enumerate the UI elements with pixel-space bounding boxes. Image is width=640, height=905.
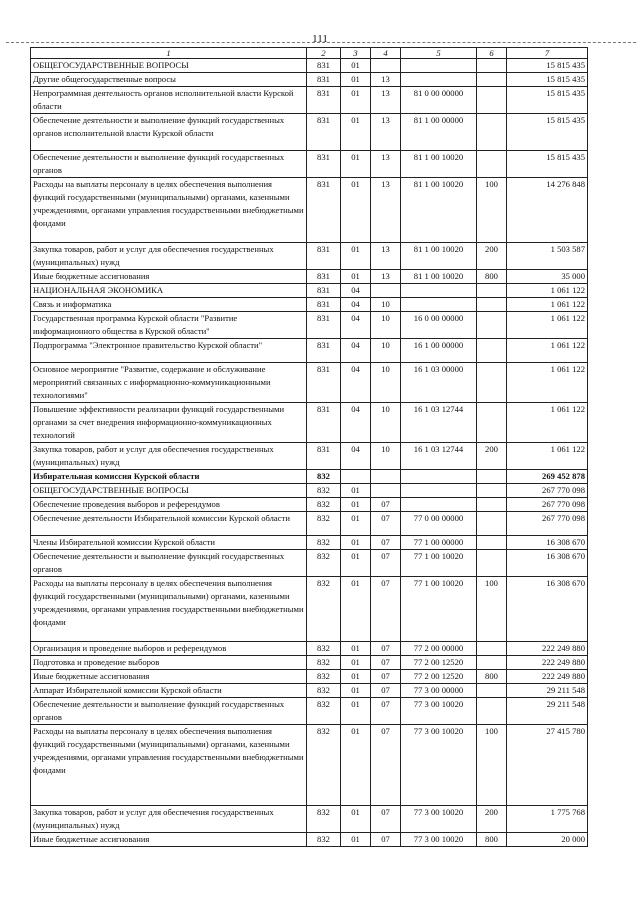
target-article-code xyxy=(401,73,477,87)
amount: 1 061 122 xyxy=(507,339,588,363)
subsection-code xyxy=(371,284,401,298)
table-row xyxy=(31,270,588,284)
target-article-code: 77 3 00 00000 xyxy=(401,684,477,698)
row-name: Обеспечение деятельности и выполнение функций государственных органов исполнительной власти Курской области xyxy=(31,114,307,151)
table-row xyxy=(31,312,588,339)
row-name: Организация и проведение выборов и референдумов xyxy=(31,642,307,656)
grbs-code: 831 xyxy=(307,114,341,151)
section-code: 01 xyxy=(341,73,371,87)
section-code: 01 xyxy=(341,498,371,512)
subsection-code xyxy=(371,484,401,498)
amount: 15 815 435 xyxy=(507,114,588,151)
table-row xyxy=(31,114,588,151)
expense-type-code xyxy=(477,403,507,443)
section-code: 04 xyxy=(341,312,371,339)
expense-type-code xyxy=(477,59,507,73)
expense-type-code xyxy=(477,73,507,87)
row-name: Расходы на выплаты персоналу в целях обеспечения выполнения функций государственными (муниципальными) органами, казенными учреждениями, органами управления государственными внебюджетными фондами xyxy=(31,725,307,806)
section-code: 01 xyxy=(341,698,371,725)
subsection-code: 10 xyxy=(371,312,401,339)
amount: 15 815 435 xyxy=(507,87,588,114)
amount: 16 308 670 xyxy=(507,550,588,577)
amount: 1 775 768 xyxy=(507,806,588,833)
target-article-code: 81 1 00 10020 xyxy=(401,178,477,243)
table-row xyxy=(31,498,588,512)
grbs-code: 832 xyxy=(307,656,341,670)
target-article-code: 81 1 00 00000 xyxy=(401,114,477,151)
row-name: Аппарат Избирательной комиссии Курской области xyxy=(31,684,307,698)
row-name: Непрограммная деятельность органов исполнительной власти Курской области xyxy=(31,87,307,114)
expense-type-code: 200 xyxy=(477,243,507,270)
section-code: 01 xyxy=(341,833,371,847)
grbs-code: 832 xyxy=(307,642,341,656)
expense-type-code: 100 xyxy=(477,725,507,806)
row-name: Расходы на выплаты персоналу в целях обеспечения выполнения функций государственными (муниципальными) органами, казенными учреждениями, органами управления государственными внебюджетными фондами xyxy=(31,178,307,243)
section-code: 01 xyxy=(341,670,371,684)
target-article-code: 77 2 00 00000 xyxy=(401,642,477,656)
table-row xyxy=(31,363,588,403)
subsection-code: 07 xyxy=(371,725,401,806)
target-article-code xyxy=(401,498,477,512)
expense-type-code: 800 xyxy=(477,833,507,847)
grbs-code: 831 xyxy=(307,312,341,339)
row-name: Обеспечение деятельности и выполнение функций государственных органов xyxy=(31,698,307,725)
section-code: 04 xyxy=(341,298,371,312)
grbs-code: 832 xyxy=(307,577,341,642)
table-row xyxy=(31,178,588,243)
section-code: 04 xyxy=(341,339,371,363)
grbs-code: 831 xyxy=(307,243,341,270)
table-row xyxy=(31,550,588,577)
grbs-code: 831 xyxy=(307,363,341,403)
subsection-code: 07 xyxy=(371,498,401,512)
expense-type-code xyxy=(477,298,507,312)
column-number: 6 xyxy=(477,48,507,59)
target-article-code xyxy=(401,484,477,498)
grbs-code: 832 xyxy=(307,698,341,725)
table-row xyxy=(31,87,588,114)
expense-type-code xyxy=(477,512,507,536)
row-name: Подготовка и проведение выборов xyxy=(31,656,307,670)
expense-type-code xyxy=(477,550,507,577)
section-code: 04 xyxy=(341,403,371,443)
grbs-code: 831 xyxy=(307,298,341,312)
table-row xyxy=(31,470,588,484)
amount: 16 308 670 xyxy=(507,577,588,642)
amount: 222 249 880 xyxy=(507,656,588,670)
table-row xyxy=(31,443,588,470)
amount: 267 770 098 xyxy=(507,484,588,498)
amount: 1 503 587 xyxy=(507,243,588,270)
amount: 15 815 435 xyxy=(507,59,588,73)
row-name: ОБЩЕГОСУДАРСТВЕННЫЕ ВОПРОСЫ xyxy=(31,484,307,498)
column-number: 4 xyxy=(371,48,401,59)
row-name: Избирательная комиссия Курской области xyxy=(31,470,307,484)
subsection-code: 13 xyxy=(371,73,401,87)
amount: 269 452 878 xyxy=(507,470,588,484)
amount: 1 061 122 xyxy=(507,443,588,470)
amount: 29 211 548 xyxy=(507,698,588,725)
target-article-code: 77 0 00 00000 xyxy=(401,512,477,536)
target-article-code: 16 1 03 12744 xyxy=(401,443,477,470)
target-article-code: 77 3 00 10020 xyxy=(401,698,477,725)
expense-type-code: 200 xyxy=(477,443,507,470)
grbs-code: 831 xyxy=(307,284,341,298)
grbs-code: 831 xyxy=(307,403,341,443)
row-name: Государственная программа Курской области "Развитие информационного общества в Курской области" xyxy=(31,312,307,339)
grbs-code: 832 xyxy=(307,833,341,847)
expense-type-code xyxy=(477,656,507,670)
table-body xyxy=(31,59,588,847)
target-article-code: 77 3 00 10020 xyxy=(401,806,477,833)
row-name: ОБЩЕГОСУДАРСТВЕННЫЕ ВОПРОСЫ xyxy=(31,59,307,73)
row-name: Закупка товаров, работ и услуг для обеспечения государственных (муниципальных) нужд xyxy=(31,443,307,470)
subsection-code: 07 xyxy=(371,642,401,656)
target-article-code xyxy=(401,59,477,73)
grbs-code: 831 xyxy=(307,270,341,284)
target-article-code: 77 2 00 12520 xyxy=(401,656,477,670)
table-row xyxy=(31,284,588,298)
grbs-code: 832 xyxy=(307,512,341,536)
expense-type-code xyxy=(477,312,507,339)
target-article-code: 77 3 00 10020 xyxy=(401,725,477,806)
table-row xyxy=(31,403,588,443)
target-article-code: 81 1 00 10020 xyxy=(401,243,477,270)
subsection-code: 07 xyxy=(371,833,401,847)
target-article-code: 77 1 00 10020 xyxy=(401,577,477,642)
amount: 20 000 xyxy=(507,833,588,847)
section-code: 04 xyxy=(341,443,371,470)
target-article-code: 81 0 00 00000 xyxy=(401,87,477,114)
target-article-code: 16 0 00 00000 xyxy=(401,312,477,339)
expense-type-code xyxy=(477,536,507,550)
subsection-code: 10 xyxy=(371,298,401,312)
grbs-code: 831 xyxy=(307,59,341,73)
expense-type-code xyxy=(477,642,507,656)
page-number: 111 xyxy=(312,33,328,45)
row-name: Другие общегосударственные вопросы xyxy=(31,73,307,87)
row-name: Иные бюджетные ассигнования xyxy=(31,270,307,284)
section-code: 01 xyxy=(341,512,371,536)
column-number: 5 xyxy=(401,48,477,59)
subsection-code: 10 xyxy=(371,363,401,403)
row-name: Обеспечение деятельности Избирательной комиссии Курской области xyxy=(31,512,307,536)
row-name: Иные бюджетные ассигнования xyxy=(31,670,307,684)
expense-type-code xyxy=(477,498,507,512)
section-code: 01 xyxy=(341,577,371,642)
target-article-code xyxy=(401,284,477,298)
grbs-code: 832 xyxy=(307,725,341,806)
row-name: Иные бюджетные ассигнования xyxy=(31,833,307,847)
section-code: 01 xyxy=(341,178,371,243)
column-number: 3 xyxy=(341,48,371,59)
table-row xyxy=(31,536,588,550)
section-code: 01 xyxy=(341,243,371,270)
expense-type-code xyxy=(477,339,507,363)
expense-type-code xyxy=(477,684,507,698)
section-code: 01 xyxy=(341,484,371,498)
header-divider xyxy=(6,42,636,43)
subsection-code: 07 xyxy=(371,577,401,642)
amount: 27 415 780 xyxy=(507,725,588,806)
target-article-code: 81 1 00 10020 xyxy=(401,270,477,284)
section-code: 01 xyxy=(341,642,371,656)
subsection-code: 10 xyxy=(371,443,401,470)
section-code: 01 xyxy=(341,806,371,833)
subsection-code xyxy=(371,59,401,73)
subsection-code: 07 xyxy=(371,512,401,536)
row-name: Расходы на выплаты персоналу в целях обеспечения выполнения функций государственными (муниципальными) органами, казенными учреждениями, органами управления государственными внебюджетными фондами xyxy=(31,577,307,642)
expense-type-code xyxy=(477,114,507,151)
grbs-code: 832 xyxy=(307,498,341,512)
amount: 222 249 880 xyxy=(507,642,588,656)
subsection-code: 07 xyxy=(371,656,401,670)
target-article-code: 77 2 00 12520 xyxy=(401,670,477,684)
expense-type-code: 100 xyxy=(477,577,507,642)
amount: 15 815 435 xyxy=(507,73,588,87)
table-row xyxy=(31,656,588,670)
amount: 267 770 098 xyxy=(507,498,588,512)
expense-type-code: 800 xyxy=(477,670,507,684)
section-code: 01 xyxy=(341,114,371,151)
target-article-code xyxy=(401,298,477,312)
column-number: 7 xyxy=(507,48,588,59)
amount: 1 061 122 xyxy=(507,298,588,312)
table-row xyxy=(31,670,588,684)
table-row xyxy=(31,833,588,847)
grbs-code: 832 xyxy=(307,550,341,577)
section-code: 01 xyxy=(341,725,371,806)
grbs-code: 832 xyxy=(307,670,341,684)
row-name: Подпрограмма "Электронное правительство Курской области" xyxy=(31,339,307,363)
target-article-code: 16 1 00 00000 xyxy=(401,339,477,363)
grbs-code: 831 xyxy=(307,151,341,178)
subsection-code: 13 xyxy=(371,114,401,151)
amount: 16 308 670 xyxy=(507,536,588,550)
expense-type-code: 800 xyxy=(477,270,507,284)
section-code: 01 xyxy=(341,550,371,577)
subsection-code: 13 xyxy=(371,270,401,284)
grbs-code: 831 xyxy=(307,73,341,87)
row-name: Закупка товаров, работ и услуг для обеспечения государственных (муниципальных) нужд xyxy=(31,806,307,833)
amount: 29 211 548 xyxy=(507,684,588,698)
expense-type-code: 100 xyxy=(477,178,507,243)
expense-type-code xyxy=(477,151,507,178)
subsection-code xyxy=(371,470,401,484)
subsection-code: 13 xyxy=(371,243,401,270)
target-article-code: 77 1 00 10020 xyxy=(401,550,477,577)
amount: 14 276 848 xyxy=(507,178,588,243)
target-article-code: 16 1 03 12744 xyxy=(401,403,477,443)
table-row xyxy=(31,698,588,725)
expense-type-code xyxy=(477,363,507,403)
table-row xyxy=(31,512,588,536)
target-article-code: 81 1 00 10020 xyxy=(401,151,477,178)
section-code: 01 xyxy=(341,151,371,178)
table-row xyxy=(31,806,588,833)
budget-table xyxy=(30,47,588,847)
section-code: 01 xyxy=(341,684,371,698)
subsection-code: 07 xyxy=(371,550,401,577)
amount: 1 061 122 xyxy=(507,284,588,298)
amount: 267 770 098 xyxy=(507,512,588,536)
grbs-code: 832 xyxy=(307,484,341,498)
subsection-code: 07 xyxy=(371,684,401,698)
row-name: НАЦИОНАЛЬНАЯ ЭКОНОМИКА xyxy=(31,284,307,298)
target-article-code: 77 3 00 10020 xyxy=(401,833,477,847)
expense-type-code xyxy=(477,698,507,725)
table-row xyxy=(31,59,588,73)
row-name: Обеспечение проведения выборов и референдумов xyxy=(31,498,307,512)
row-name: Закупка товаров, работ и услуг для обеспечения государственных (муниципальных) нужд xyxy=(31,243,307,270)
subsection-code: 07 xyxy=(371,536,401,550)
row-name: Обеспечение деятельности и выполнение функций государственных органов xyxy=(31,151,307,178)
section-code: 04 xyxy=(341,284,371,298)
target-article-code: 16 1 03 00000 xyxy=(401,363,477,403)
amount: 15 815 435 xyxy=(507,151,588,178)
section-code: 04 xyxy=(341,363,371,403)
amount: 1 061 122 xyxy=(507,312,588,339)
grbs-code: 831 xyxy=(307,339,341,363)
subsection-code: 07 xyxy=(371,806,401,833)
target-article-code: 77 1 00 00000 xyxy=(401,536,477,550)
row-name: Обеспечение деятельности и выполнение функций государственных органов xyxy=(31,550,307,577)
amount: 222 249 880 xyxy=(507,670,588,684)
amount: 1 061 122 xyxy=(507,403,588,443)
row-name: Члены Избирательной комиссии Курской области xyxy=(31,536,307,550)
subsection-code: 07 xyxy=(371,698,401,725)
subsection-code: 13 xyxy=(371,178,401,243)
table-row xyxy=(31,577,588,642)
expense-type-code xyxy=(477,484,507,498)
table-row xyxy=(31,339,588,363)
amount: 1 061 122 xyxy=(507,363,588,403)
table-row xyxy=(31,684,588,698)
table-row xyxy=(31,73,588,87)
subsection-code: 10 xyxy=(371,403,401,443)
row-name: Связь и информатика xyxy=(31,298,307,312)
subsection-code: 13 xyxy=(371,151,401,178)
expense-type-code xyxy=(477,470,507,484)
column-number-row xyxy=(31,48,588,59)
row-name: Основное мероприятие "Развитие, содержание и обслуживание мероприятий связанных с информационно-коммуникационными технологиями" xyxy=(31,363,307,403)
grbs-code: 831 xyxy=(307,443,341,470)
section-code: 01 xyxy=(341,270,371,284)
expense-type-code: 200 xyxy=(477,806,507,833)
grbs-code: 832 xyxy=(307,684,341,698)
grbs-code: 832 xyxy=(307,536,341,550)
column-number: 2 xyxy=(307,48,341,59)
table-row xyxy=(31,642,588,656)
table-row xyxy=(31,298,588,312)
row-name: Повышение эффективности реализации функций государственными органами за счет внедрения информационно-коммуникационных технологий xyxy=(31,403,307,443)
subsection-code: 10 xyxy=(371,339,401,363)
expense-type-code xyxy=(477,284,507,298)
section-code: 01 xyxy=(341,59,371,73)
grbs-code: 831 xyxy=(307,87,341,114)
table-row xyxy=(31,151,588,178)
section-code: 01 xyxy=(341,656,371,670)
subsection-code: 13 xyxy=(371,87,401,114)
table-row xyxy=(31,725,588,806)
amount: 35 000 xyxy=(507,270,588,284)
table-row xyxy=(31,484,588,498)
grbs-code: 832 xyxy=(307,470,341,484)
table-row xyxy=(31,243,588,270)
column-number: 1 xyxy=(31,48,307,59)
target-article-code xyxy=(401,470,477,484)
section-code xyxy=(341,470,371,484)
section-code: 01 xyxy=(341,536,371,550)
section-code: 01 xyxy=(341,87,371,114)
grbs-code: 832 xyxy=(307,806,341,833)
subsection-code: 07 xyxy=(371,670,401,684)
expense-type-code xyxy=(477,87,507,114)
grbs-code: 831 xyxy=(307,178,341,243)
